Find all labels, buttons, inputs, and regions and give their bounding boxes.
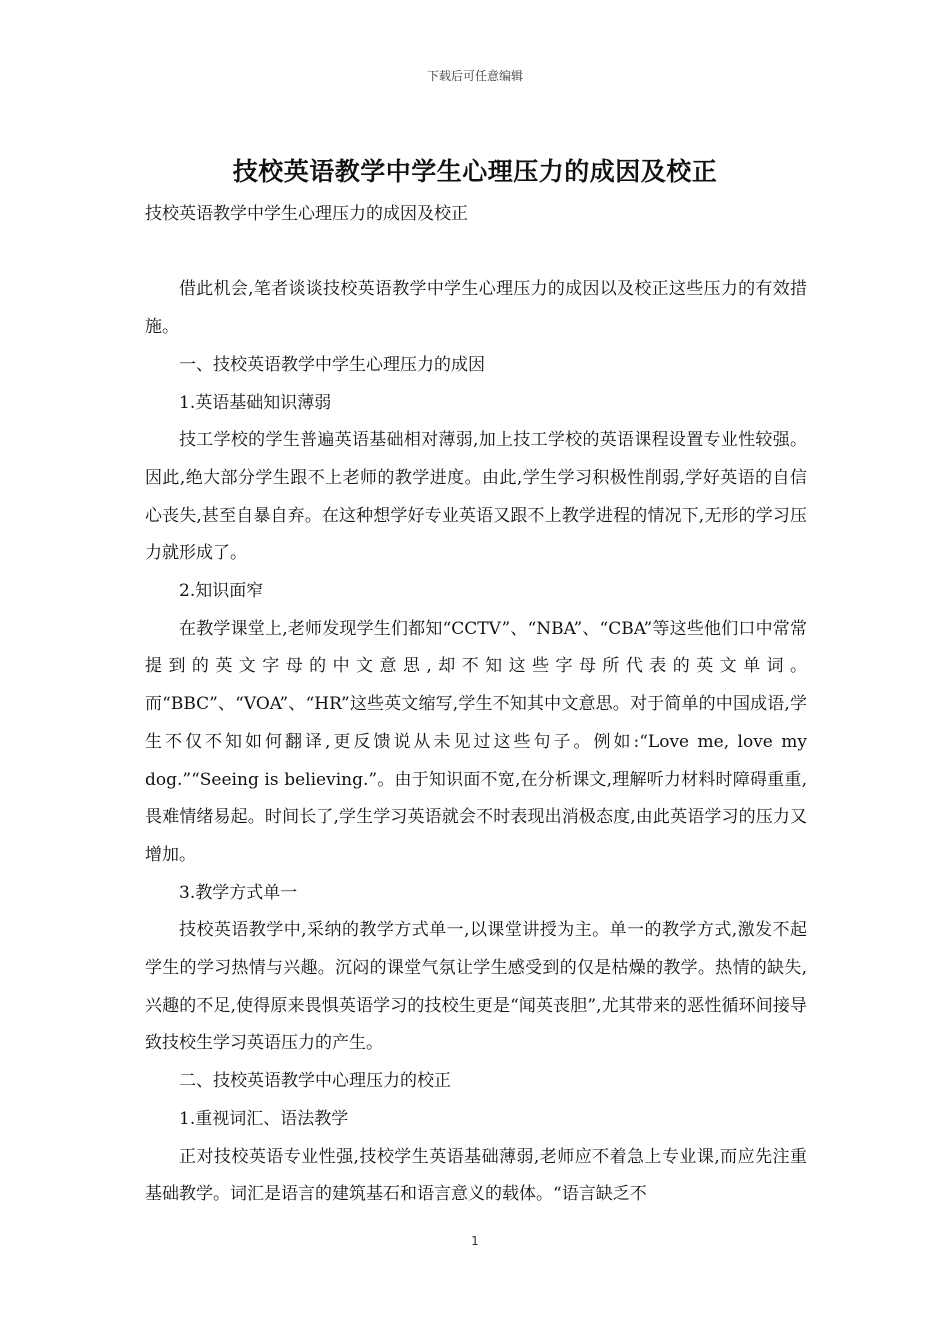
subheading-narrow-knowledge: 2.知识面窄 [179, 581, 264, 602]
section-heading-causes: 一、技校英语教学中学生心理压力的成因 [179, 354, 485, 375]
paragraph-vocab-grammar: 正对技校英语专业性强,技校学生英语基础薄弱,老师应不着急上专业课,而应先注重基础教学。词汇是语言的建筑基石和语言意义的载体。“语言缺乏不 [145, 1146, 807, 1205]
subheading-single-method: 3.教学方式单一 [179, 882, 298, 903]
section-heading-correction: 二、技校英语教学中心理压力的校正 [179, 1071, 451, 1092]
subheading-weak-foundation: 1.英语基础知识薄弱 [179, 392, 332, 413]
page-header-note: 下载后可任意编辑 [426, 69, 523, 83]
document-subtitle: 技校英语教学中学生心理压力的成因及校正 [145, 204, 468, 224]
document-title: 技校英语教学中学生心理压力的成因及校正 [232, 157, 718, 186]
paragraph-narrow-knowledge: 在教学课堂上,老师发现学生们都知“CCTV”、“NBA”、“CBA”等这些他们口中常常提到的英文字母的中文意思,却不知这些字母所代表的英文单词。而“BBC”、“VOA”、“HR”这些英文缩写,学生不知其中文意思。对于简单的中国成语,学生不仅不知如何翻译,更反馈说从未见过这些句子。例如:“Love me, love my dog.”“Seeing is believing.”。由于知识面不宽,在分析课文,理解听力材料时障碍重重,畏难情绪易起。时间长了,学生学习英语就会不时表现出消极态度,由此英语学习的压力又增加。 [145, 618, 807, 865]
page-number: 1 [471, 1234, 479, 1248]
document-body [145, 196, 807, 1214]
subheading-vocab-grammar: 1.重视词汇、语法教学 [179, 1108, 349, 1129]
paragraph-weak-foundation: 技工学校的学生普遍英语基础相对薄弱,加上技工学校的英语课程设置专业性较强。因此,绝大部分学生跟不上老师的教学进度。由此,学生学习积极性削弱,学好英语的自信心丧失,甚至自暴自弃。在这种想学好专业英语又跟不上教学进程的情况下,无形的学习压力就形成了。 [145, 430, 807, 564]
paragraph-intro: 借此机会,笔者谈谈技校英语教学中学生心理压力的成因以及校正这些压力的有效措施。 [145, 279, 807, 338]
blank-line [145, 234, 807, 272]
paragraph-single-method: 技校英语教学中,采纳的教学方式单一,以课堂讲授为主。单一的教学方式,激发不起学生的学习热情与兴趣。沉闷的课堂气氛让学生感受到的仅是枯燥的教学。热情的缺失,兴趣的不足,使得原来畏惧英语学习的技校生更是“闻英丧胆”,尤其带来的恶性循环间接导致技校生学习英语压力的产生。 [145, 920, 807, 1054]
